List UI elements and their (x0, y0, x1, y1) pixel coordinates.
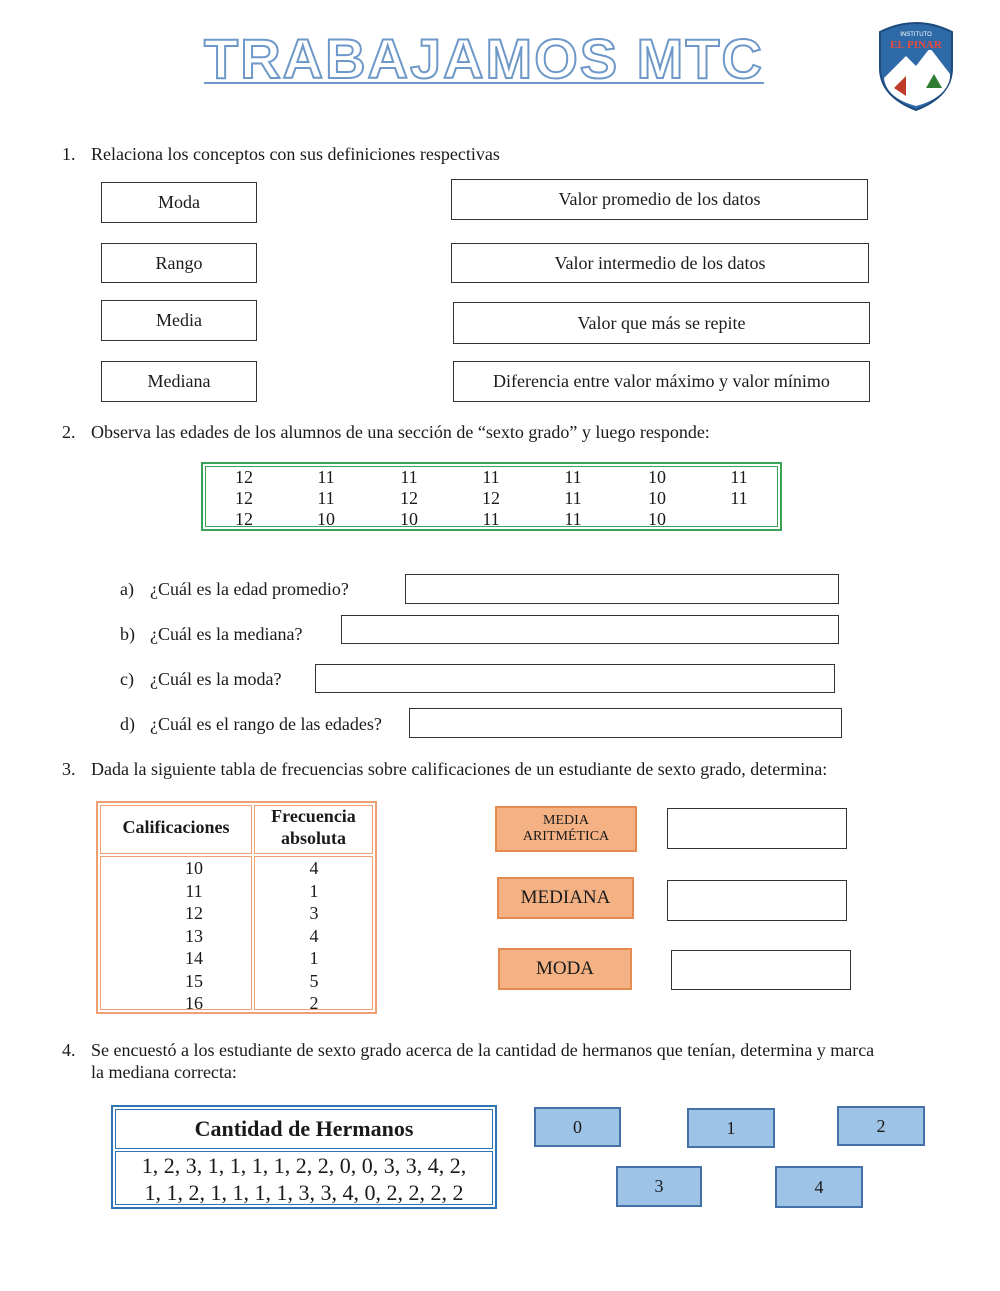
question-4-number: 4. (62, 1040, 76, 1060)
question-4-prompt-line1: Se encuestó a los estudiante de sexto grado acerca de la cantidad de hermanos que tenían, determina y marca (91, 1040, 875, 1060)
age-cell: 11 (482, 509, 500, 529)
media-label-line1: MEDIA (543, 813, 589, 828)
frequency-value: 5 (309, 970, 319, 991)
age-cell: 10 (400, 509, 418, 529)
definition-diferencia[interactable]: Diferencia entre valor máximo y valor mínimo (453, 361, 870, 402)
moda-label: MODA (498, 948, 632, 990)
age-cell: 11 (482, 467, 500, 487)
answer-mediana-input[interactable] (341, 615, 839, 644)
question-2-prompt: Observa las edades de los alumnos de una sección de “sexto grado” y luego responde: (91, 422, 710, 442)
frequency-value: 2 (309, 993, 319, 1013)
hermanos-data-line2: 1, 1, 2, 1, 1, 1, 1, 3, 3, 4, 0, 2, 2, 2, 2 (144, 1180, 464, 1205)
grade-value: 11 (185, 880, 203, 901)
question-3-prompt: Dada la siguiente tabla de frecuencias sobre calificaciones de un estudiante de sexto grado, determina: (91, 759, 828, 779)
hermanos-data-line1: 1, 2, 3, 1, 1, 1, 1, 2, 2, 0, 0, 3, 3, 4, 2, (141, 1153, 467, 1178)
ages-table (201, 462, 782, 531)
subq-d-text: ¿Cuál es el rango de las edades? (150, 714, 382, 734)
mediana-label: MEDIANA (497, 877, 634, 919)
option-1-button[interactable]: 1 (687, 1108, 775, 1148)
concept-moda[interactable]: Moda (101, 182, 257, 223)
age-cell: 12 (235, 509, 253, 529)
subq-d-letter: d) (120, 714, 135, 734)
grade-value: 13 (185, 925, 203, 946)
hermanos-table (111, 1105, 497, 1209)
media-answer-input[interactable] (667, 808, 847, 849)
option-3-button[interactable]: 3 (616, 1166, 702, 1207)
school-logo (876, 18, 956, 112)
definition-intermedio[interactable]: Valor intermedio de los datos (451, 243, 869, 283)
col-header-frecuencia: Frecuencia (271, 806, 356, 826)
definition-promedio[interactable]: Valor promedio de los datos (451, 179, 868, 220)
concept-media[interactable]: Media (101, 300, 257, 341)
age-cell: 12 (235, 467, 253, 487)
age-cell: 11 (564, 488, 582, 508)
subq-b-text: ¿Cuál es la mediana? (150, 624, 303, 644)
concept-mediana[interactable]: Mediana (101, 361, 257, 402)
option-4-button[interactable]: 4 (775, 1166, 863, 1208)
answer-promedio-input[interactable] (405, 574, 839, 604)
subq-c-text: ¿Cuál es la moda? (150, 669, 282, 689)
age-cell: 11 (317, 467, 335, 487)
age-cell: 11 (564, 467, 582, 487)
age-cell: 11 (730, 488, 748, 508)
question-1-number: 1. (62, 144, 76, 164)
age-cell: 12 (482, 488, 500, 508)
age-cell: 11 (400, 467, 418, 487)
grade-value: 14 (185, 948, 203, 968)
age-cell: 12 (400, 488, 418, 508)
concept-rango[interactable]: Rango (101, 243, 257, 283)
frequency-value: 1 (309, 948, 319, 968)
frequency-value: 1 (309, 880, 319, 901)
answer-rango-input[interactable] (409, 708, 842, 738)
age-cell: 10 (648, 488, 666, 508)
grade-value: 10 (185, 858, 203, 878)
subq-a-text: ¿Cuál es la edad promedio? (150, 579, 349, 599)
grade-value: 16 (185, 993, 203, 1013)
question-1-prompt: Relaciona los conceptos con sus definiciones respectivas (91, 144, 500, 164)
grade-value: 12 (185, 903, 203, 923)
age-cell: 10 (648, 467, 666, 487)
age-cell: 11 (730, 467, 748, 487)
question-4-prompt-line2: la mediana correcta: (91, 1062, 237, 1082)
subq-a-letter: a) (120, 579, 134, 599)
col-header-absoluta: absoluta (280, 828, 347, 848)
age-cell: 11 (564, 509, 582, 529)
age-cell: 11 (317, 488, 335, 508)
age-cell: 12 (235, 488, 253, 508)
option-2-button[interactable]: 2 (837, 1106, 925, 1146)
col-header-calificaciones: Calificaciones (122, 817, 230, 837)
subq-c-letter: c) (120, 669, 134, 689)
logo-name: EL PINAR (890, 39, 942, 51)
frequency-value: 4 (309, 858, 319, 878)
frequency-value: 3 (309, 903, 319, 923)
mediana-answer-input[interactable] (667, 880, 847, 921)
frequency-value: 4 (309, 925, 319, 946)
media-label-line2: ARITMÉTICA (522, 829, 610, 844)
frequency-table (96, 801, 377, 1014)
logo-caption: INSTITUTO (900, 32, 932, 38)
age-cell: 10 (648, 509, 666, 529)
hermanos-header: Cantidad de Hermanos (194, 1116, 414, 1141)
question-2-number: 2. (62, 422, 76, 442)
option-0-button[interactable]: 0 (534, 1107, 621, 1147)
moda-answer-input[interactable] (671, 950, 851, 990)
subq-b-letter: b) (120, 624, 135, 644)
question-3-number: 3. (62, 759, 76, 779)
age-cell: 10 (317, 509, 335, 529)
page-title: TRABAJAMOS MTC (204, 27, 764, 90)
media-aritmetica-label (495, 806, 637, 852)
answer-moda-input[interactable] (315, 664, 835, 693)
grade-value: 15 (185, 970, 203, 991)
definition-repite[interactable]: Valor que más se repite (453, 302, 870, 344)
